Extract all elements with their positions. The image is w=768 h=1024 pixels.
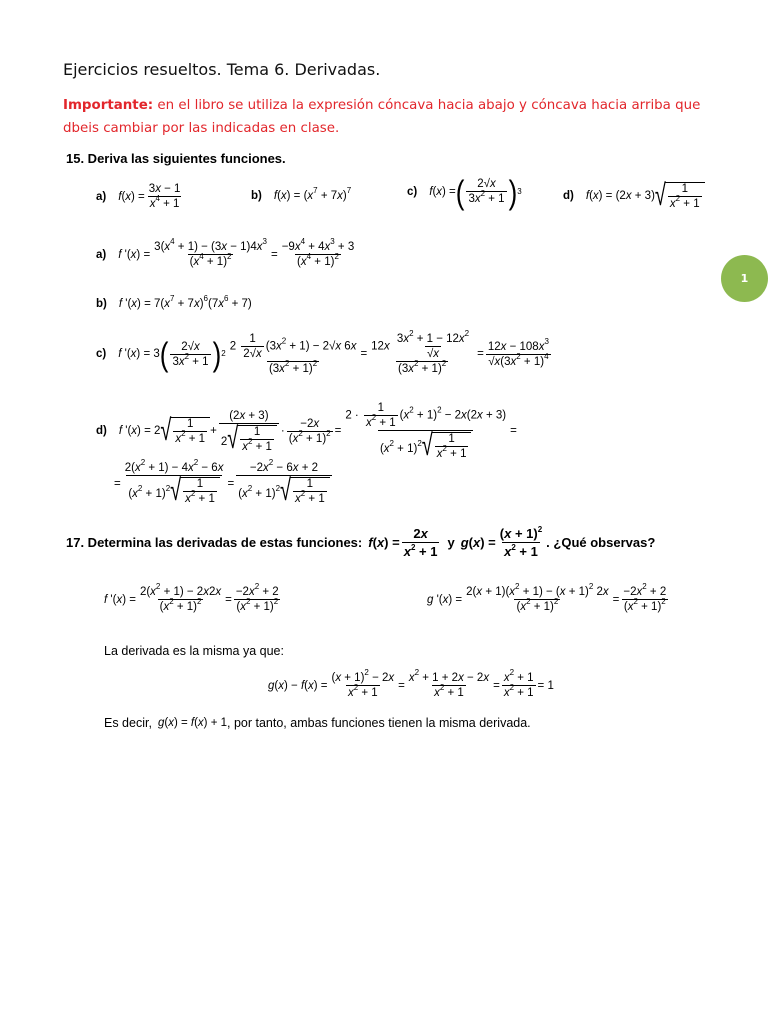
important-text: en el libro se utiliza la expresión cóncava hacia abajo y cóncava hacia arriba que dbeis cambiar por las indicadas en clase. bbox=[63, 98, 701, 136]
ex15-statement-d: d) f(x) = (2x + 3) √ $\frac{1}{x^2 + 1}$ bbox=[563, 182, 705, 210]
ex15-statement-a: a) f(x) = $\frac{3x - 1}{x^4 + 1}$ bbox=[96, 183, 181, 210]
ex17-conclusion-pre: Es decir, bbox=[104, 716, 152, 730]
exercise-15-heading: 15. Deriva las siguientes funciones. bbox=[66, 151, 286, 166]
ex15-solution-d-line1: d) f '(x) = 2 √ $\frac{1}{x^2 + 1}$ + (2x + 3) 2 √ $\frac{1}{x^2 + 1}$ · $\frac{-2x}{(x^2 + 1)^2}$ = 2 · $\frac{1}{x^2 + 1}$ $(x^2 + 1)^2 - 2x(2x + 3)$ $(x^2 + 1)^2$ √ $\frac{1}{x^2 + 1}$ = bbox=[96, 402, 517, 463]
page-number-badge: 1 bbox=[721, 255, 768, 302]
ex17-g-prime: g '(x) = $\frac{2(x + 1)(x^2 + 1) - (x + 1)^2 2x}{(x^2 + 1)^2}$ = $\frac{-2x^2 + 2}{(x^2 + 1)^2}$ bbox=[427, 582, 667, 613]
ex17-conclusion: Es decir, g(x) = f(x) + 1 , por tanto, ambas funciones tienen la misma derivada. bbox=[104, 716, 531, 730]
ex15-solution-d-line2: = $2(x^2 + 1) - 4x^2 - 6x$ $(x^2 + 1)^2$ √ $\frac{1}{x^2 + 1}$ = $-2x^2 - 6x + 2$ $(x^2 + 1)^2$ √ $\frac{1}{x^2 + 1}$ bbox=[114, 462, 334, 505]
ex17-text-same: La derivada es la misma ya que: bbox=[104, 644, 284, 658]
ex17-conclusion-post: , por tanto, ambas funciones tienen la misma derivada. bbox=[227, 716, 531, 730]
ex17-f-prime: f '(x) = $\frac{2(x^2 + 1) - 2x2x}{(x^2 + 1)^2}$ = $\frac{-2x^2 + 2}{(x^2 + 1)^2}$ bbox=[104, 582, 279, 613]
ex17-y: y bbox=[447, 535, 455, 550]
ex15-statement-b: b) $f(x) = (x^7 + 7x)^7$ bbox=[251, 186, 352, 202]
label-c: c) bbox=[407, 185, 418, 198]
important-label: Importante: bbox=[63, 98, 154, 113]
ex15-solution-c: c) f '(x) = 3 ( $\frac{2√x}{3x^2 + 1}$ ) 2 2 $\frac{1}{2√x}$ $(3x^2 + 1) - 2√x$ 6x $(3x^2 + 1)^2$ = 12x $\frac{3x^2 + 1 - 12x^2}{√x}$ $(3x^2 + 1)^2$ = $\frac{12x - 108x^3}{√x(3x^2 + 1)^4}$ bbox=[96, 329, 549, 375]
ex17-g-minus-f: g(x) − f(x) = $\frac{(x + 1)^2 - 2x}{x^2 + 1}$ = $\frac{x^2 + 1 + 2x - 2x}{x^2 + 1}$ = $\frac{x^2 + 1}{x^2 + 1}$ = 1 bbox=[268, 668, 554, 699]
important-note bbox=[63, 94, 703, 140]
ex15-solution-a: a) f '(x) = $\frac{3(x^4 + 1) - (3x - 1)4x^3}{(x^4 + 1)^2}$ = $\frac{-9x^4 + 4x^3 + 3}{(x^4 + 1)^2}$ bbox=[96, 237, 355, 268]
ex15-statement-c: c) f(x) = ( $\frac{2√x}{3x^2 + 1}$ ) 3 bbox=[407, 172, 522, 211]
label-b: b) bbox=[251, 190, 262, 202]
ex17-heading-question: . ¿Qué observas? bbox=[546, 535, 656, 550]
page-title: Ejercicios resueltos. Tema 6. Derivadas. bbox=[63, 60, 381, 79]
ex15-solution-b: b) f '$(x) = 7(x^7 + 7x)^6(7x^6 + 7)$ bbox=[96, 294, 252, 310]
label-d: d) bbox=[563, 190, 574, 202]
exercise-17-heading: 17. Determina las derivadas de estas funciones: f(x) = $\frac{2x}{x^2 + 1}$ y g(x) = $\frac{(x + 1)^2}{x^2 + 1}$ . ¿Qué observas? bbox=[66, 525, 656, 559]
ex17-heading-text: 17. Determina las derivadas de estas funciones: bbox=[66, 535, 363, 550]
label-a: a) bbox=[96, 190, 107, 203]
